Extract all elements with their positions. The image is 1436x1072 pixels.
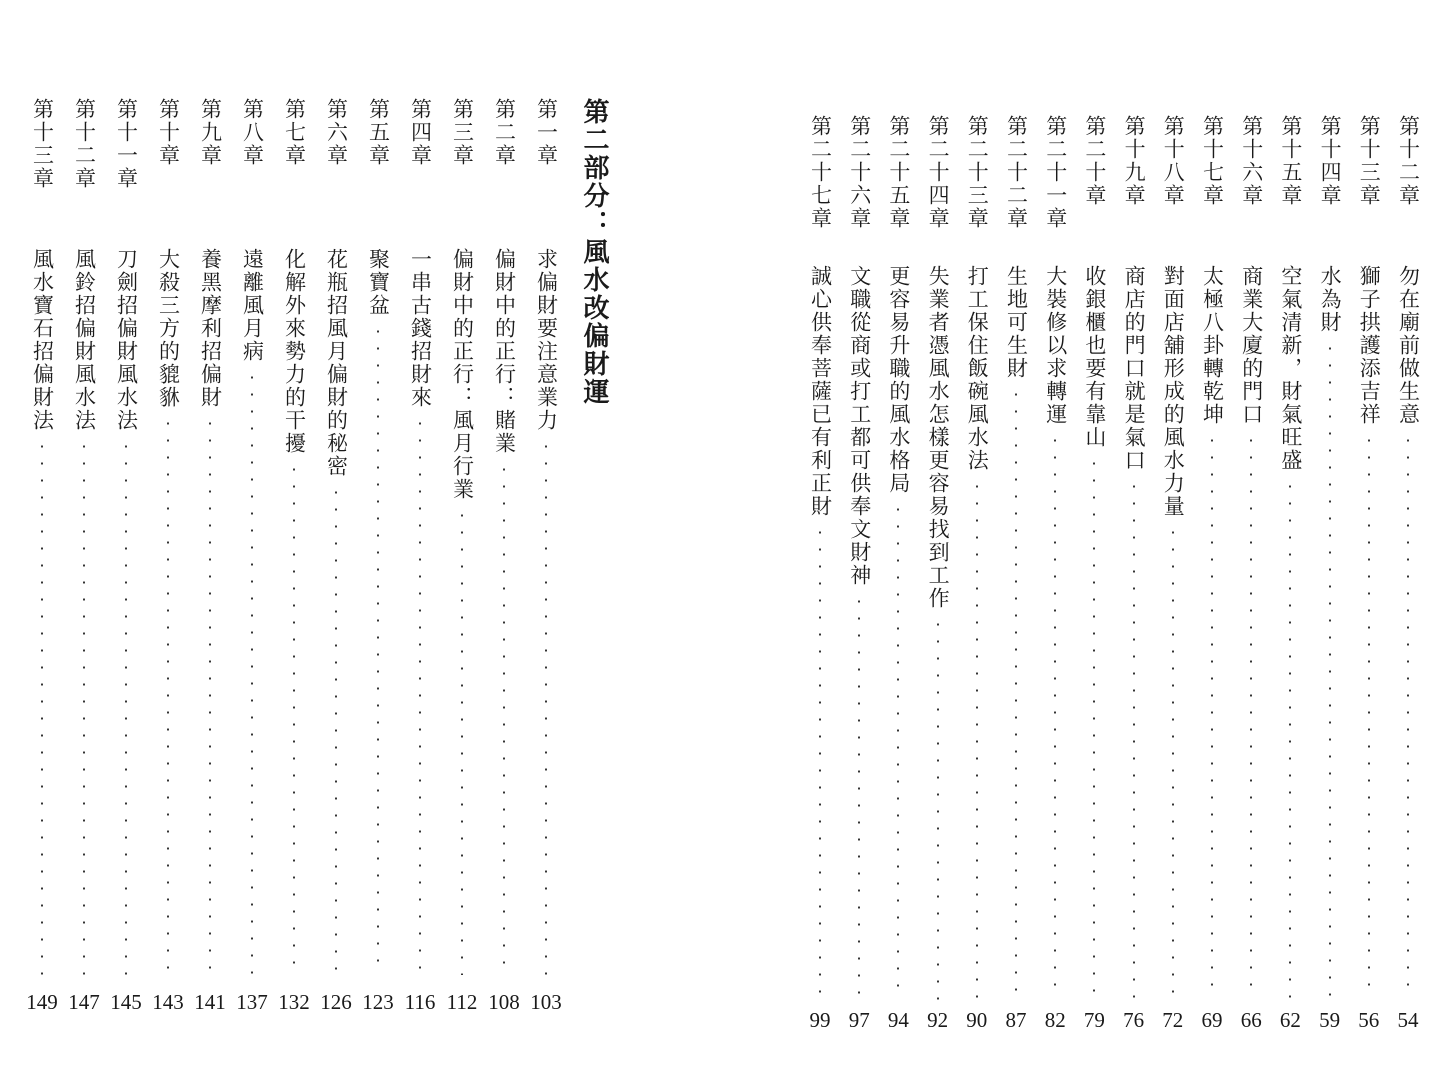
chapter-number: 第十二章 — [72, 98, 97, 190]
page-number: 79 — [1083, 1008, 1105, 1032]
chapter-number: 第八章 — [240, 98, 265, 167]
page-gutter — [718, 0, 719, 1072]
chapter-number: 第二十一章 — [1043, 115, 1068, 230]
chapter-number: 第十七章 — [1200, 115, 1225, 207]
chapter-title: 遠離風月病 — [240, 248, 265, 363]
page-number: 62 — [1279, 1008, 1301, 1032]
toc-entry[interactable] — [923, 115, 953, 1032]
page-number: 82 — [1044, 1008, 1066, 1032]
chapter-number: 第二十二章 — [1004, 115, 1029, 230]
toc-entry[interactable] — [1079, 115, 1109, 1032]
toc-entry[interactable] — [1236, 115, 1266, 1032]
chapter-title: 商業大廈的門口 — [1239, 265, 1264, 426]
dot-leader — [1172, 524, 1174, 1000]
chapter-number: 第一章 — [534, 98, 559, 167]
dot-leader — [937, 616, 939, 1000]
toc-entry[interactable] — [530, 98, 562, 1014]
chapter-title: 失業者憑風水怎樣更容易找到工作 — [926, 265, 951, 610]
dot-leader — [335, 484, 337, 975]
page-number: 87 — [1005, 1008, 1027, 1032]
toc-entry[interactable] — [110, 98, 142, 1014]
dot-leader — [1133, 478, 1135, 1000]
toc-entry[interactable] — [68, 98, 100, 1014]
chapter-number: 第十三章 — [30, 98, 55, 190]
toc-entry[interactable] — [883, 115, 913, 1032]
toc-entry[interactable] — [152, 98, 184, 1014]
chapter-title: 一串古錢招財來 — [408, 248, 433, 409]
dot-leader — [503, 461, 505, 975]
page-number: 112 — [446, 990, 478, 1014]
page-number: 145 — [110, 990, 142, 1014]
dot-leader — [545, 438, 547, 975]
toc-entry[interactable] — [1393, 115, 1423, 1032]
page-number: 54 — [1397, 1008, 1419, 1032]
toc-entry[interactable] — [1315, 115, 1345, 1032]
toc-entry[interactable] — [194, 98, 226, 1014]
chapter-number: 第二十六章 — [847, 115, 872, 230]
chapter-title: 打工保住飯碗風水法 — [965, 265, 990, 472]
page-number: 66 — [1240, 1008, 1262, 1032]
toc-entry[interactable] — [805, 115, 835, 1032]
right-page — [760, 0, 1436, 1072]
toc-entry[interactable] — [236, 98, 268, 1014]
chapter-title: 收銀櫃也要有靠山 — [1082, 265, 1107, 449]
chapter-number: 第二十五章 — [886, 115, 911, 230]
toc-entry[interactable] — [26, 98, 58, 1014]
dot-leader — [1289, 478, 1291, 1000]
part-title: 第二部分：風水改偏財運 — [579, 98, 609, 406]
chapter-number: 第十九章 — [1122, 115, 1147, 207]
chapter-title: 養黑摩利招偏財 — [198, 248, 223, 409]
chapter-title: 文職從商或打工都可供奉文財神 — [847, 265, 872, 587]
chapter-title: 太極八卦轉乾坤 — [1200, 265, 1225, 426]
chapter-title: 對面店舖形成的風水力量 — [1161, 265, 1186, 518]
toc-entry[interactable] — [404, 98, 436, 1014]
dot-leader — [41, 438, 43, 975]
dot-leader — [976, 478, 978, 1000]
page-number: 90 — [966, 1008, 988, 1032]
left-page — [0, 0, 700, 1072]
page-number: 94 — [887, 1008, 909, 1032]
chapter-title: 大殺三方的貔貅 — [156, 248, 181, 409]
chapter-number: 第十四章 — [1318, 115, 1343, 207]
dot-leader — [1211, 432, 1213, 1000]
page-number: 137 — [236, 990, 268, 1014]
chapter-number: 第三章 — [450, 98, 475, 167]
page-number: 132 — [278, 990, 310, 1014]
page-number: 103 — [530, 990, 562, 1014]
toc-entry[interactable] — [362, 98, 394, 1014]
dot-leader — [419, 415, 421, 975]
page-number: 76 — [1123, 1008, 1145, 1032]
chapter-title: 大裝修以求轉運 — [1043, 265, 1068, 426]
chapter-title: 聚寶盆 — [366, 248, 391, 317]
chapter-title: 風水寶石招偏財法 — [30, 248, 55, 432]
chapter-title: 獅子拱護添吉祥 — [1357, 265, 1382, 426]
dot-leader — [897, 501, 899, 1000]
dot-leader — [1250, 432, 1252, 1000]
dot-leader — [209, 415, 211, 975]
dot-leader — [167, 415, 169, 975]
chapter-title: 誠心供奉菩薩已有利正財 — [808, 265, 833, 518]
chapter-number: 第四章 — [408, 98, 433, 167]
chapter-title: 勿在廟前做生意 — [1396, 265, 1421, 426]
chapter-title: 風鈴招偏財風水法 — [72, 248, 97, 432]
dot-leader — [1368, 432, 1370, 1000]
page-number: 123 — [362, 990, 394, 1014]
chapter-number: 第十八章 — [1161, 115, 1186, 207]
page-number: 126 — [320, 990, 352, 1014]
chapter-number: 第二章 — [492, 98, 517, 167]
page-number: 92 — [927, 1008, 949, 1032]
page-number: 143 — [152, 990, 184, 1014]
toc-entry[interactable] — [1001, 115, 1031, 1032]
chapter-title: 商店的門口就是氣口 — [1122, 265, 1147, 472]
chapter-title: 空氣清新，財氣旺盛 — [1278, 265, 1303, 472]
toc-entry[interactable] — [278, 98, 310, 1014]
page-number: 56 — [1358, 1008, 1380, 1032]
chapter-number: 第二十三章 — [965, 115, 990, 230]
toc-entry[interactable] — [1158, 115, 1188, 1032]
dot-leader — [293, 461, 295, 975]
chapter-number: 第十三章 — [1357, 115, 1382, 207]
toc-entry[interactable] — [1197, 115, 1227, 1032]
dot-leader — [1054, 432, 1056, 1000]
chapter-title: 更容易升職的風水格局 — [886, 265, 911, 495]
page-number: 97 — [848, 1008, 870, 1032]
dot-leader — [1329, 340, 1331, 1000]
page-number: 99 — [809, 1008, 831, 1032]
dot-leader — [251, 369, 253, 975]
page-number: 116 — [404, 990, 436, 1014]
page-number: 141 — [194, 990, 226, 1014]
chapter-title: 花瓶招風月偏財的秘密 — [324, 248, 349, 478]
dot-leader — [1093, 455, 1095, 1000]
dot-leader — [858, 593, 860, 1000]
toc-entry[interactable] — [320, 98, 352, 1014]
chapter-number: 第二十七章 — [808, 115, 833, 230]
chapter-title: 生地可生財 — [1004, 265, 1029, 380]
toc-entry[interactable] — [1040, 115, 1070, 1032]
page-number: 147 — [68, 990, 100, 1014]
dot-leader — [83, 438, 85, 975]
chapter-title: 水為財 — [1318, 265, 1343, 334]
chapter-number: 第十章 — [156, 98, 181, 167]
chapter-title: 刀劍招偏財風水法 — [114, 248, 139, 432]
chapter-number: 第五章 — [366, 98, 391, 167]
dot-leader — [1015, 386, 1017, 1000]
page-number: 108 — [488, 990, 520, 1014]
toc-entry[interactable] — [1275, 115, 1305, 1032]
dot-leader — [819, 524, 821, 1000]
chapter-title: 求偏財要注意業力 — [534, 248, 559, 432]
chapter-title: 偏財中的正行：賭業 — [492, 248, 517, 455]
chapter-title: 偏財中的正行：風月行業 — [450, 248, 475, 501]
chapter-number: 第六章 — [324, 98, 349, 167]
chapter-number: 第十五章 — [1278, 115, 1303, 207]
page-number: 69 — [1201, 1008, 1223, 1032]
chapter-number: 第十一章 — [114, 98, 139, 190]
toc-entry[interactable] — [1119, 115, 1149, 1032]
page-number: 59 — [1319, 1008, 1341, 1032]
chapter-number: 第二十四章 — [926, 115, 951, 230]
toc-entry[interactable] — [488, 98, 520, 1014]
toc-entry[interactable] — [1354, 115, 1384, 1032]
dot-leader — [377, 323, 379, 975]
chapter-number: 第二十章 — [1082, 115, 1107, 207]
chapter-number: 第十六章 — [1239, 115, 1264, 207]
page-number: 72 — [1162, 1008, 1184, 1032]
toc-entry[interactable] — [844, 115, 874, 1032]
page-number: 149 — [26, 990, 58, 1014]
chapter-number: 第七章 — [282, 98, 307, 167]
chapter-title: 化解外來勢力的干擾 — [282, 248, 307, 455]
dot-leader — [1407, 432, 1409, 1000]
dot-leader — [461, 507, 463, 975]
chapter-number: 第十二章 — [1396, 115, 1421, 207]
chapter-number: 第九章 — [198, 98, 223, 167]
dot-leader — [125, 438, 127, 975]
toc-entry[interactable] — [962, 115, 992, 1032]
toc-entry[interactable] — [446, 98, 478, 1014]
